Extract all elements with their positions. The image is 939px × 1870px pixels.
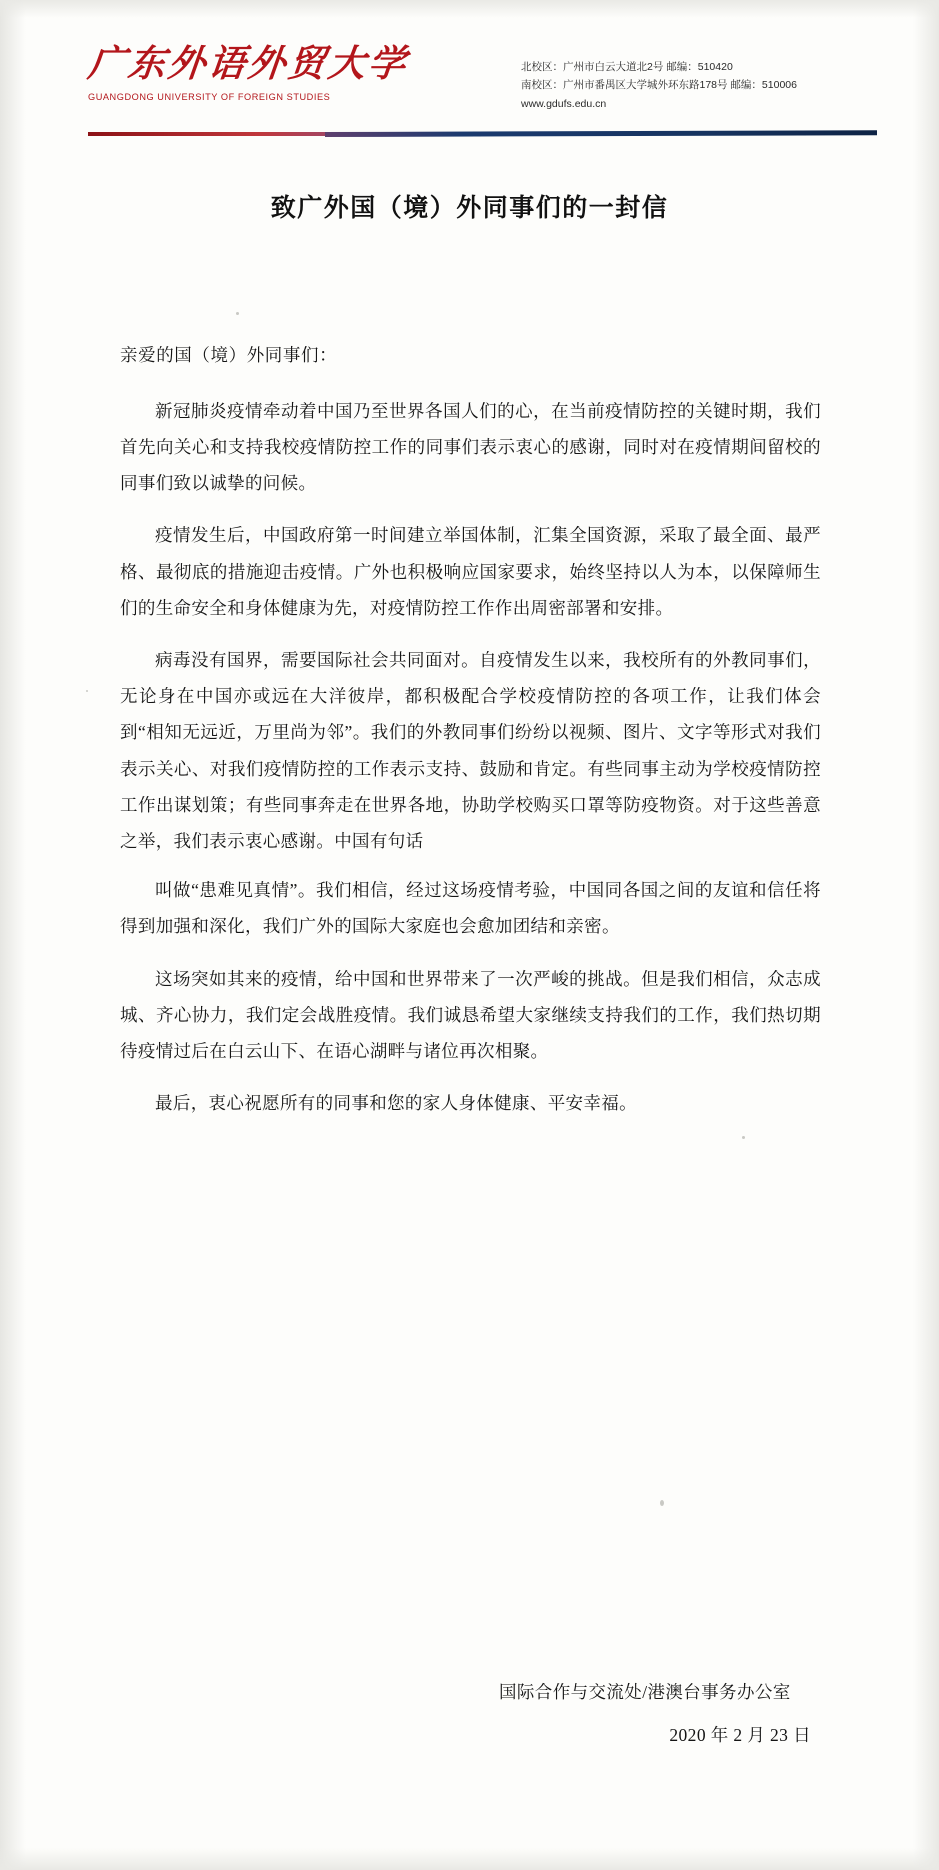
letter-body: [120, 340, 821, 1138]
divider-blue-segment: [325, 130, 877, 137]
letterhead: [0, 42, 939, 142]
divider-red-segment: [88, 132, 348, 136]
paragraph-5: 这场突如其来的疫情，给中国和世界带来了一次严峻的挑战。但是我们相信，众志成城、齐心协力，我们定会战胜疫情。我们诚恳希望大家继续支持我们的工作，我们热切期待疫情过后在白云山下、在语心湖畔与诸位再次相聚。: [120, 968, 821, 1062]
signature-block: [491, 1676, 821, 1753]
page-edge-shadow-bottom: [0, 1848, 939, 1870]
letterhead-contact-info: [521, 42, 851, 115]
letterhead-divider: [88, 131, 877, 140]
page-edge-shadow-left: [0, 0, 26, 1870]
address-north-campus: 北校区：广州市白云大道北2号 邮编：510420: [521, 61, 733, 73]
website-url: www.gdufs.edu.cn: [521, 98, 607, 111]
paragraph-4: 叫做“患难见真情”。我们相信，经过这场疫情考验，中国同各国之间的友谊和信任将得到加强和深化，我们广外的国际大家庭也会愈加团结和亲密。: [120, 880, 821, 937]
paragraph-1: 新冠肺炎疫情牵动着中国乃至世界各国人们的心，在当前疫情防控的关键时期，我们首先向关心和支持我校疫情防控工作的同事们表示衷心的感谢，同时对在疫情期间留校的同事们致以诚挚的问候。: [120, 400, 821, 494]
address-south-campus: 南校区：广州市番禺区大学城外环东路178号 邮编：510006: [521, 79, 797, 92]
logo-chinese-name: 广东外语外贸大学: [85, 44, 411, 85]
signature-date: 2020 年 2 月 23 日: [669, 1724, 811, 1745]
scan-speck: [660, 1500, 664, 1506]
page-edge-shadow-right: [913, 0, 939, 1870]
logo-english-name: GUANGDONG UNIVERSITY OF FOREIGN STUDIES: [88, 91, 331, 102]
scan-speck: [236, 312, 239, 315]
paragraph-6: 最后，衷心祝愿所有的同事和您的家人身体健康、平安幸福。: [155, 1093, 637, 1114]
page-edge-shadow-top: [0, 0, 939, 18]
scan-speck: [86, 690, 88, 692]
university-logo: [85, 42, 411, 102]
salutation: 亲爱的国（境）外同事们：: [120, 345, 338, 365]
paragraph-3: 病毒没有国界，需要国际社会共同面对。自疫情发生以来，我校所有的外教同事们，无论身在中国亦或远在大洋彼岸，都积极配合学校疫情防控的各项工作，让我们体会到“相知无远近，万里尚为邻”。我们的外教同事们纷纷以视频、图片、文字等形式对我们表示关心、对我们疫情防控的工作表示支持、鼓励和肯定。有些同事主动为学校疫情防控工作出谋划策；有些同事奔走在世界各地，协助学校购买口罩等防疫物资。对于这些善意之举，我们表示衷心感谢。中国有句话: [120, 649, 821, 852]
signature-organization: 国际合作与交流处/港澳台事务办公室: [499, 1681, 791, 1702]
page-title: 致广外国（境）外同事们的一封信: [270, 195, 669, 222]
paragraph-2: 疫情发生后，中国政府第一时间建立举国体制，汇集全国资源，采取了最全面、最严格、最彻底的措施迎击疫情。广外也积极响应国家要求，始终坚持以人为本，以保障师生们的生命安全和身体健康为先，对疫情防控工作作出周密部署和安排。: [120, 525, 821, 618]
